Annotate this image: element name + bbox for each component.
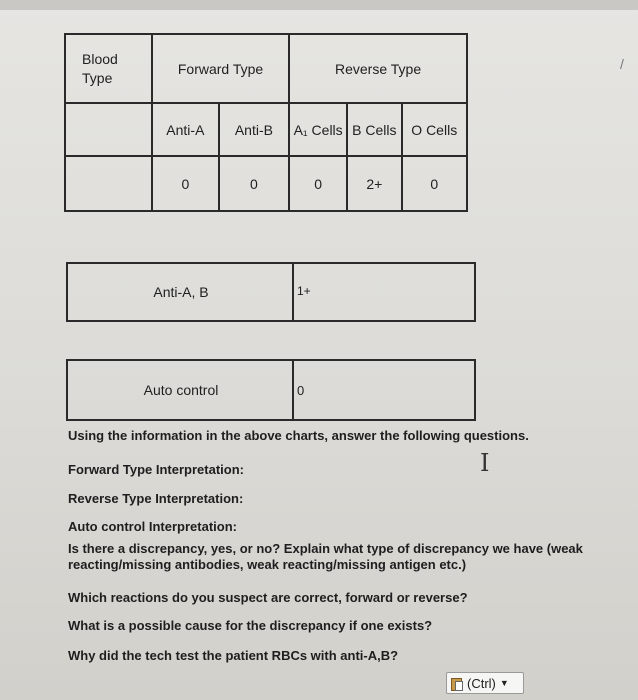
auto-control-table bbox=[66, 359, 476, 421]
anti-ab-value: 1+ bbox=[292, 264, 311, 320]
o-cells-value: 0 bbox=[402, 156, 467, 211]
question-cause: What is a possible cause for the discrepancy if one exists? bbox=[68, 618, 433, 633]
forward-type-header: Forward Type bbox=[152, 34, 289, 103]
b-cells-header: B Cells bbox=[347, 103, 401, 156]
anti-b-value: 0 bbox=[219, 156, 289, 211]
chevron-down-icon: ▼ bbox=[499, 678, 509, 688]
blood-type-header: Blood Type bbox=[65, 34, 152, 103]
paste-options-label: (Ctrl) bbox=[467, 675, 496, 691]
question-forward: Forward Type Interpretation: bbox=[68, 462, 244, 477]
auto-control-label: Auto control bbox=[143, 382, 219, 398]
clipboard-icon bbox=[451, 676, 464, 691]
anti-ab-label: Anti-A, B bbox=[153, 284, 209, 300]
anti-b-header: Anti-B bbox=[219, 103, 289, 156]
questions-intro: Using the information in the above charts, answer the following questions. bbox=[68, 428, 529, 443]
b-cells-value: 2+ bbox=[347, 156, 401, 211]
reverse-type-header: Reverse Type bbox=[289, 34, 467, 103]
edge-mark: / bbox=[620, 56, 624, 72]
question-reverse: Reverse Type Interpretation: bbox=[68, 491, 244, 506]
paste-options-button[interactable] bbox=[446, 672, 524, 694]
blood-typing-table bbox=[64, 33, 468, 212]
question-auto: Auto control Interpretation: bbox=[68, 519, 237, 534]
text-cursor-icon: I bbox=[480, 449, 490, 477]
anti-ab-table bbox=[66, 262, 476, 322]
empty-cell bbox=[65, 103, 152, 156]
empty-cell bbox=[65, 156, 152, 211]
a1-cells-value: 0 bbox=[289, 156, 347, 211]
top-strip bbox=[0, 0, 638, 10]
anti-a-header: Anti-A bbox=[152, 103, 219, 156]
anti-a-value: 0 bbox=[152, 156, 219, 211]
o-cells-header: O Cells bbox=[402, 103, 467, 156]
question-why-test: Why did the tech test the patient RBCs with anti-A,B? bbox=[68, 648, 399, 663]
question-discrepancy: Is there a discrepancy, yes, or no? Explain what type of discrepancy we have (weak reacting/missing antibodies, weak reacting/missing antigen etc.) bbox=[68, 541, 583, 572]
a1-cells-header: A₁ Cells bbox=[289, 103, 347, 156]
question-which-correct: Which reactions do you suspect are correct, forward or reverse? bbox=[68, 590, 468, 605]
auto-control-value: 0 bbox=[292, 361, 304, 419]
